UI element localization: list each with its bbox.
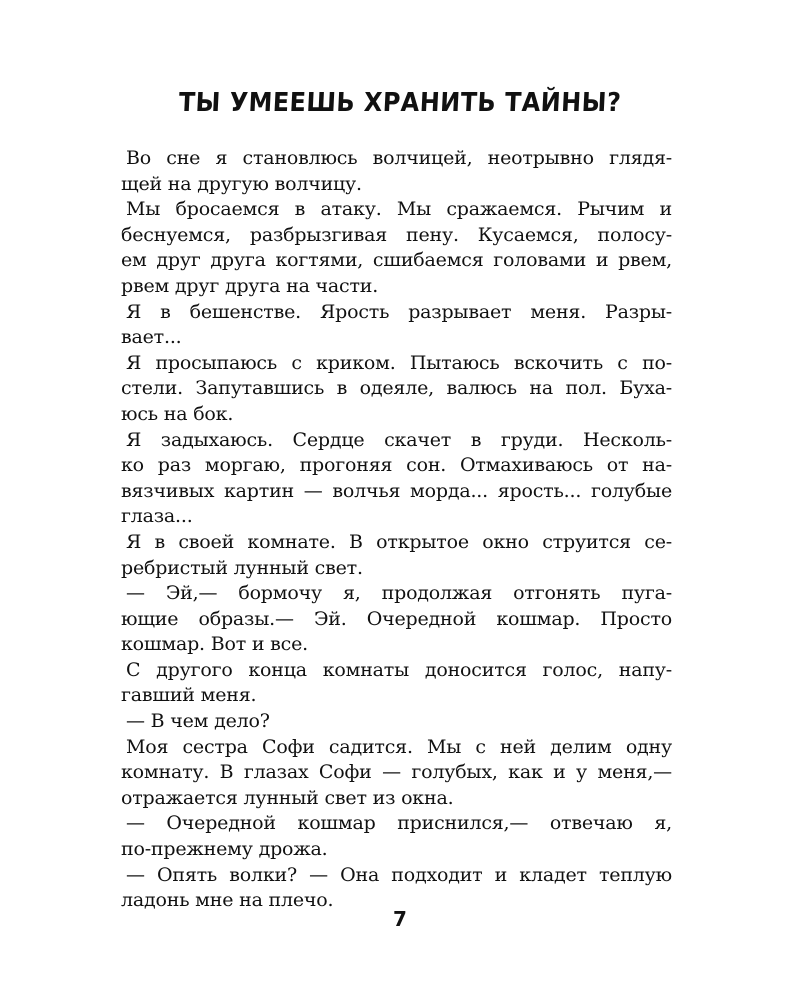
body-text <box>121 146 672 914</box>
text-line: глаза... <box>121 505 193 528</box>
text-line: ющие образы.— Эй. Очередной кошмар. Просто <box>121 607 672 630</box>
text-line: — Очередной кошмар приснился,— отвечаю я, <box>126 812 672 835</box>
text-line: Я задыхаюсь. Сердце скачет в груди. Несколь- <box>126 428 672 451</box>
text-line: Во сне я становлюсь волчицей, неотрывно глядя- <box>126 147 672 169</box>
text-line: — Эй,— бормочу я, продолжая отгонять пуга- <box>126 582 672 605</box>
text-line: щей на другую волчицу. <box>121 172 362 195</box>
text-line: рвем друг друга на части. <box>121 274 379 297</box>
text-line: вязчивых картин — волчья морда... ярость... голубые <box>121 479 672 502</box>
text-line: Мы бросаемся в атаку. Мы сражаемся. Рычим и <box>126 198 672 221</box>
text-line: Я в бешенстве. Ярость разрывает меня. Разры- <box>126 300 672 323</box>
text-line: ребристый лунный свет. <box>121 556 363 579</box>
text-line: Я просыпаюсь с криком. Пытаюсь вскочить с по- <box>126 351 672 374</box>
text-line: отражается лунный свет из окна. <box>121 786 454 809</box>
text-line: юсь на бок. <box>121 402 234 425</box>
text-line: — В чем дело? <box>126 710 270 733</box>
text-line: ко раз моргаю, прогоняя сон. Отмахиваюсь от на- <box>121 454 672 477</box>
text-line: — Опять волки? — Она подходит и кладет теплую <box>126 863 672 886</box>
text-line: С другого конца комнаты доносится голос, напу- <box>126 658 672 681</box>
text-line: комнату. В глазах Софи — голубых, как и у меня,— <box>121 761 672 784</box>
text-line: ладонь мне на плечо. <box>121 889 334 912</box>
text-line: Я в своей комнате. В открытое окно струится се- <box>126 530 672 553</box>
text-line: вает... <box>121 326 182 349</box>
chapter-title: ТЫ УМЕЕШЬ ХРАНИТЬ ТАЙНЫ? <box>178 88 622 118</box>
text-line: кошмар. Вот и все. <box>121 633 309 656</box>
text-line: беснуемся, разбрызгивая пену. Кусаемся, полосу- <box>121 223 672 246</box>
text-line: ем друг друга когтями, сшибаемся головами и рвем, <box>121 249 672 272</box>
text-line: стели. Запутавшись в одеяле, валюсь на пол. Буха- <box>121 377 672 400</box>
text-line: гавший меня. <box>121 684 257 707</box>
text-line: Моя сестра Софи садится. Мы с ней делим одну <box>126 735 672 758</box>
page-number: 7 <box>393 907 407 931</box>
text-line: по-прежнему дрожа. <box>121 838 328 861</box>
